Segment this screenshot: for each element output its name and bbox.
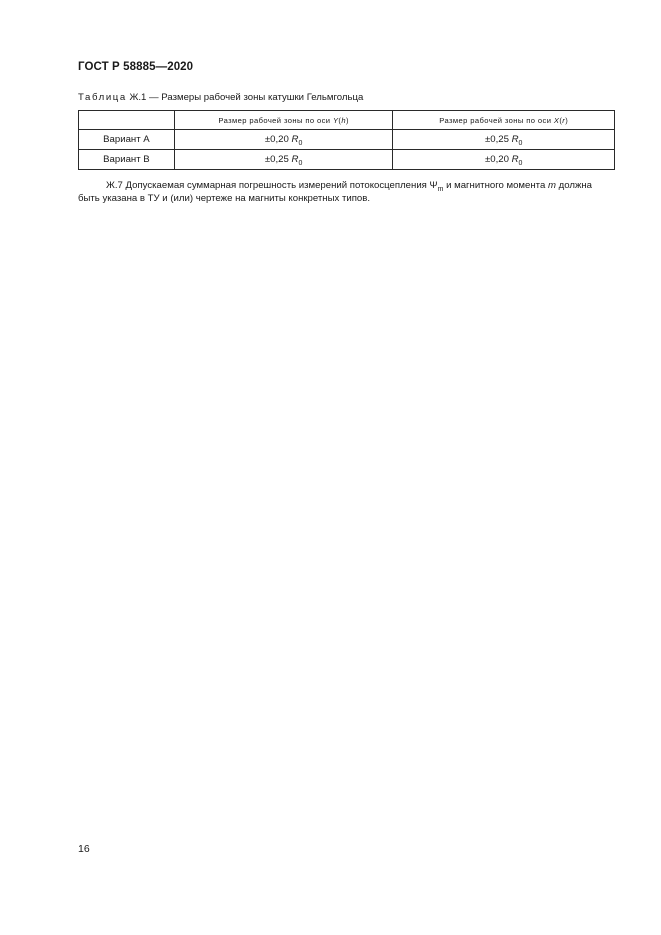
y-axis-value: ±0,20 $R_0$ (174, 130, 393, 150)
working-zone-table (78, 110, 615, 170)
table-caption-label: Таблица (78, 92, 127, 103)
table-header-y-axis: Размер рабочей зоны по оси Y(h) (174, 111, 393, 130)
page-number: 16 (78, 843, 90, 855)
document-header: ГОСТ Р 58885—2020 (78, 61, 194, 73)
x-axis-value: ±0,25 $R_0$ (393, 130, 615, 150)
variant-label: Вариант А (79, 130, 175, 150)
table-caption (78, 92, 363, 103)
clause-zh7-paragraph: Ж.7 Допускаемая суммарная погрешность измерений потокосцепления $\Psi_m$ и магнитного момента m должна быть указана в ТУ и (или) чертеже на магниты конкретных типов. (78, 180, 592, 204)
table-row (79, 130, 615, 150)
table-header-x-axis: Размер рабочей зоны по оси X(r) (393, 111, 615, 130)
table-header-empty (79, 111, 175, 130)
table-row (79, 150, 615, 170)
variant-label: Вариант В (79, 150, 175, 170)
x-axis-value: ±0,20 $R_0$ (393, 150, 615, 170)
table-header-row (79, 111, 615, 130)
y-axis-value: ±0,25 $R_0$ (174, 150, 393, 170)
table-caption-title: Ж.1 — Размеры рабочей зоны катушки Гельмгольца (126, 92, 364, 103)
